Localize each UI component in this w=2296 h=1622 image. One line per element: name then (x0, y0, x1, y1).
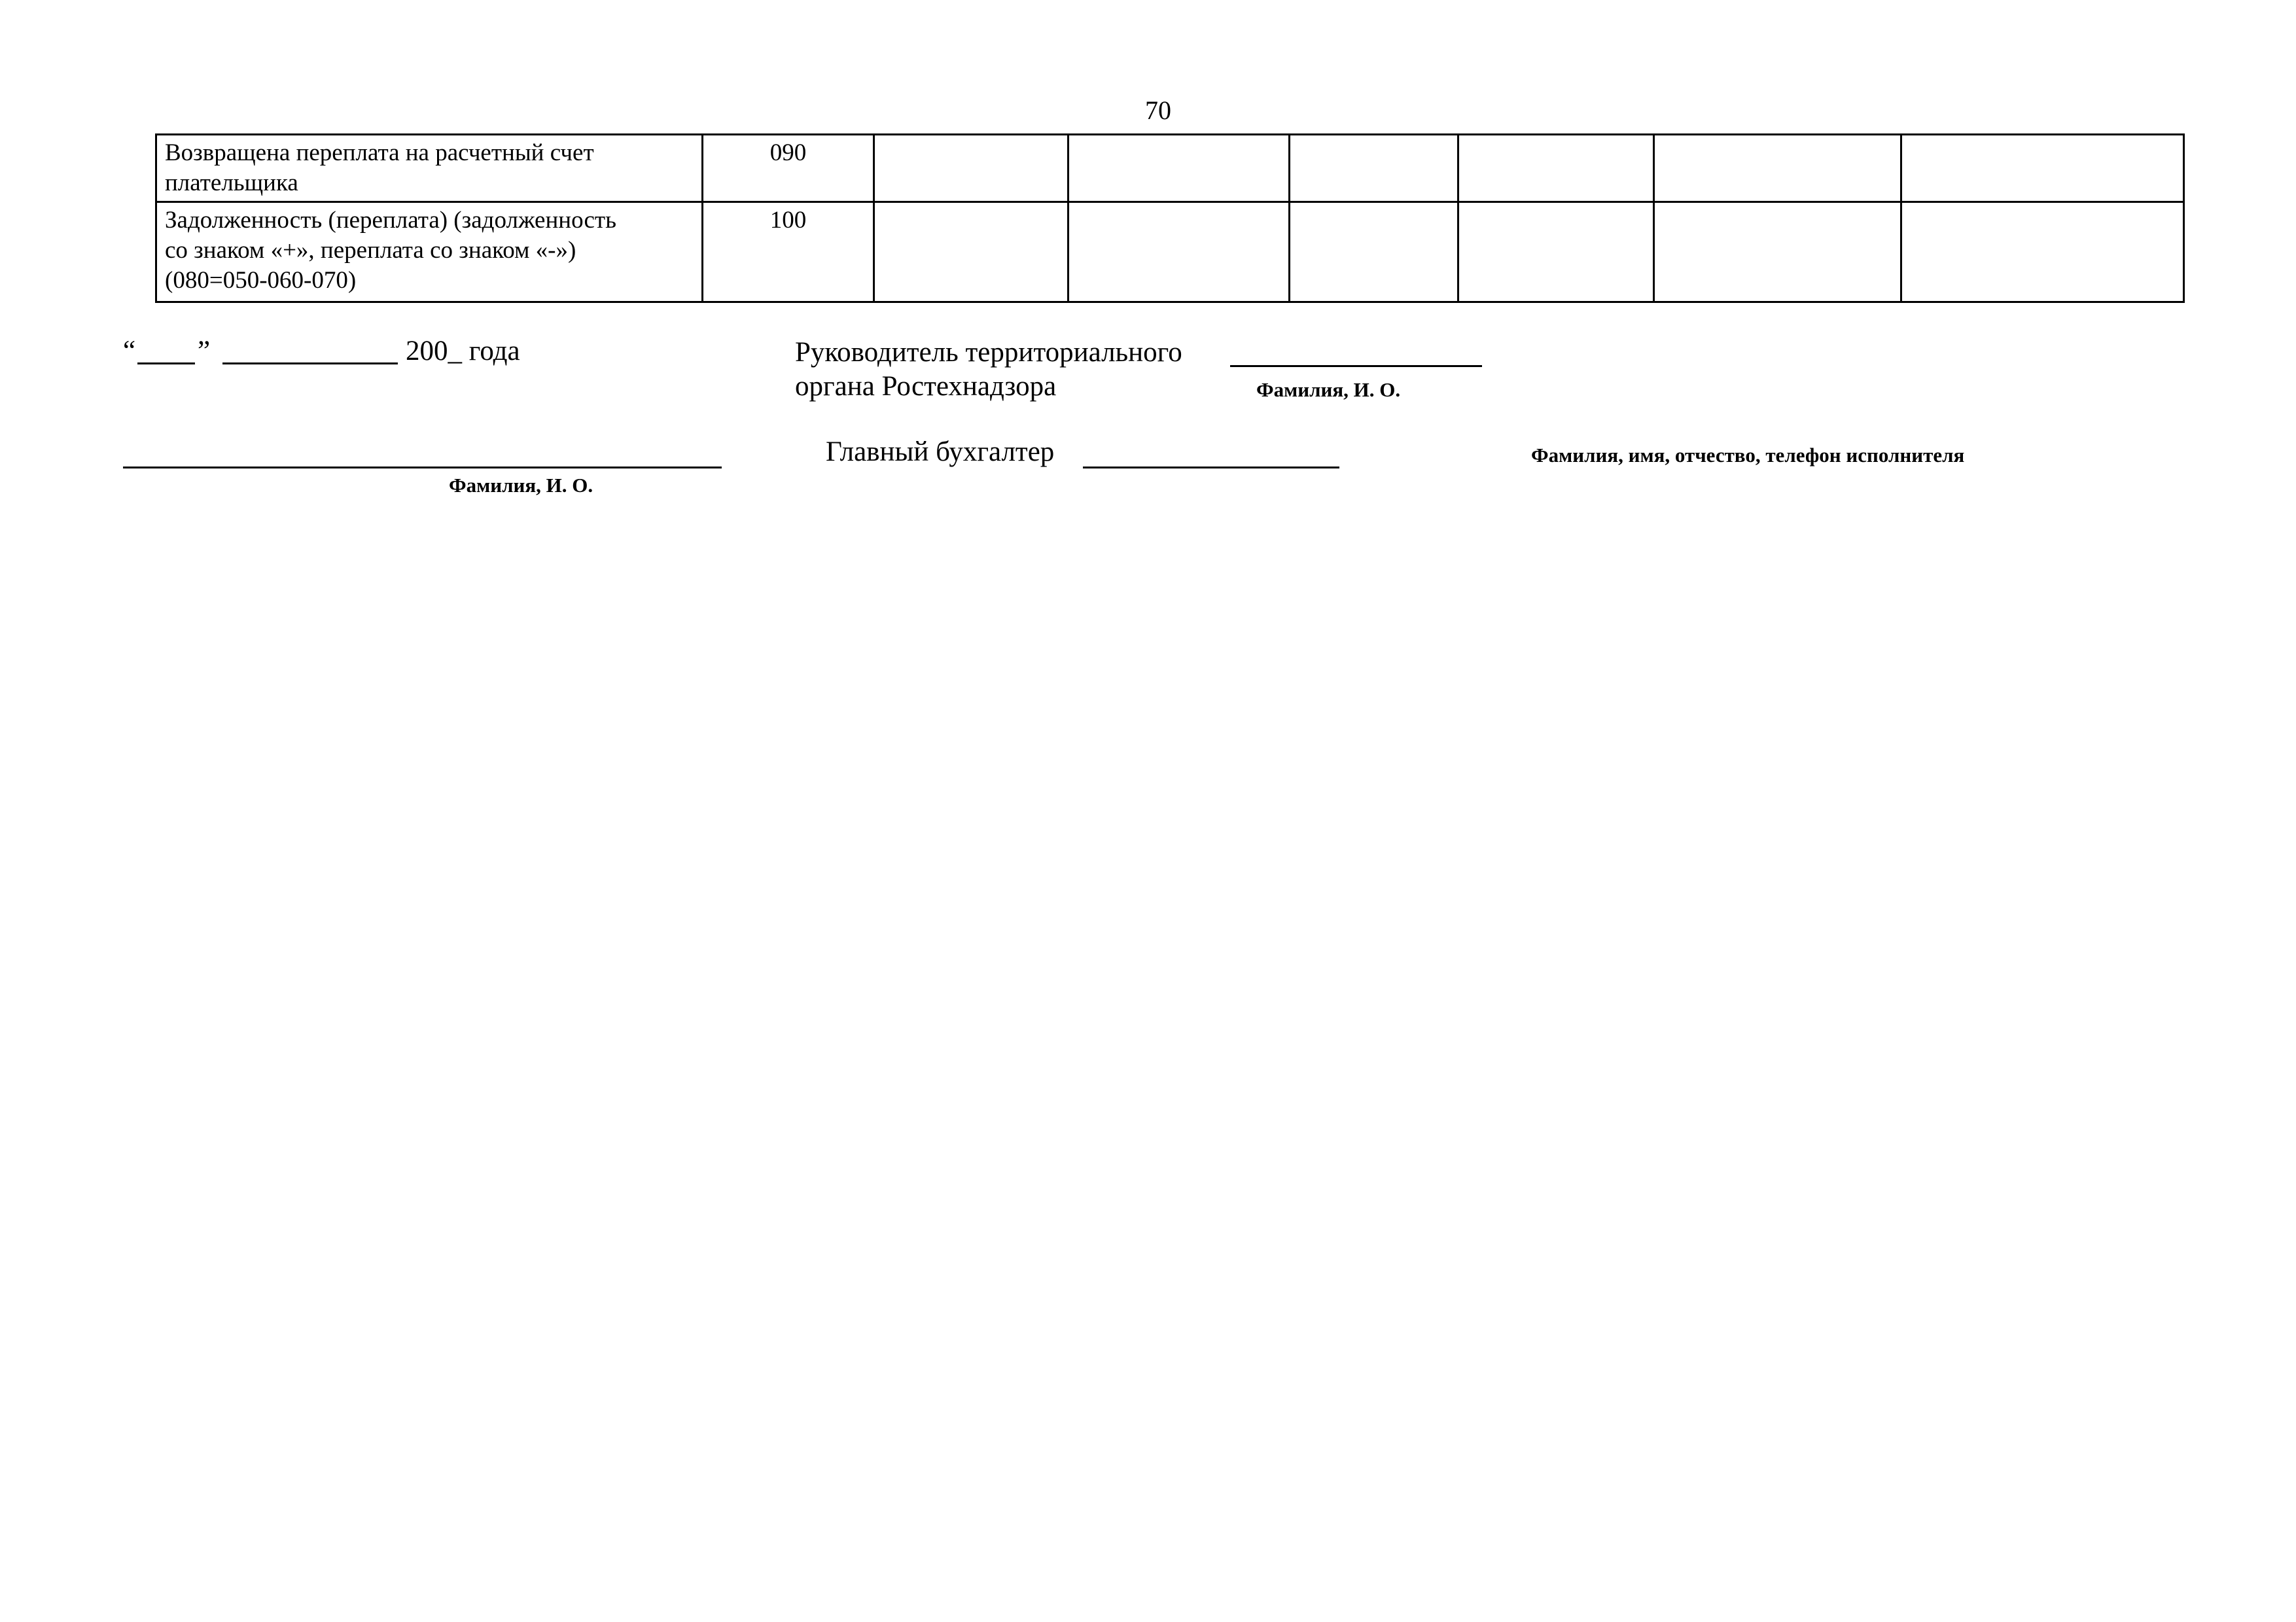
left-signature-line (123, 467, 722, 468)
row-code: 090 (703, 135, 874, 202)
table-cell (874, 135, 1069, 202)
table-cell (1654, 202, 1901, 302)
left-caption: Фамилия, И. О. (449, 474, 593, 497)
row-label-line: со знаком «+», переплата со знаком «-») (165, 237, 576, 264)
row-label-line: Задолженность (переплата) (задолженность (165, 207, 616, 234)
report-table (155, 133, 2185, 303)
table-cell (1901, 202, 2184, 302)
head-signature-line (1230, 365, 1482, 367)
row-label (156, 135, 703, 202)
row-label (156, 202, 703, 302)
table-cell (1901, 135, 2184, 202)
head-caption: Фамилия, И. О. (1256, 378, 1401, 401)
page-number: 70 (1145, 96, 1171, 125)
date-close-quote: ” (198, 336, 211, 366)
table-cell (1290, 135, 1458, 202)
date-day-line (137, 362, 195, 364)
table-cell (1458, 202, 1654, 302)
table-row (156, 135, 2184, 202)
table-cell (1069, 135, 1290, 202)
date-month-line (222, 362, 398, 364)
accountant-signature-line (1083, 467, 1339, 468)
table-cell (1458, 135, 1654, 202)
row-code: 100 (703, 202, 874, 302)
table-row (156, 202, 2184, 302)
accountant-label: Главный бухгалтер (826, 436, 1055, 467)
table-cell (1069, 202, 1290, 302)
row-label-line: (080=050-060-070) (165, 267, 357, 294)
row-label-line: Возвращена переплата на расчетный счет (165, 139, 594, 166)
head-title-line1: Руководитель территориального (795, 337, 1182, 368)
head-title-line2: органа Ростехнадзора (795, 371, 1057, 402)
row-label-line: плательщика (165, 169, 298, 196)
table-cell (1654, 135, 1901, 202)
date-open-quote: “ (123, 336, 136, 366)
executor-caption: Фамилия, имя, отчество, телефон исполнителя (1531, 444, 1965, 467)
table-cell (874, 202, 1069, 302)
table-cell (1290, 202, 1458, 302)
date-year: 200_ года (406, 336, 520, 366)
